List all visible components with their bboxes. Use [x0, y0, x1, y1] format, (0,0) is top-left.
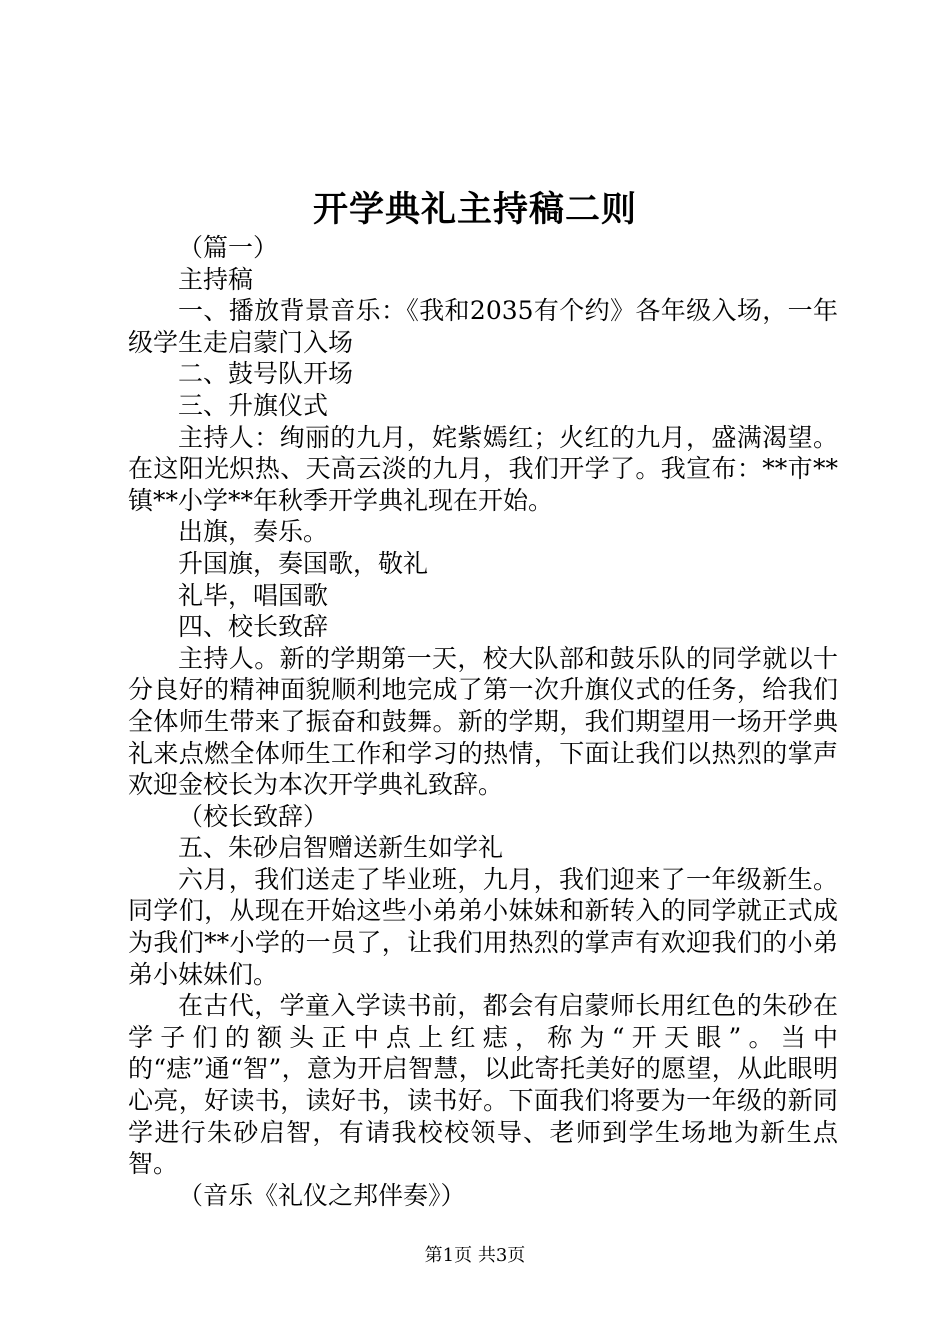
- paragraph-item-3: 三、升旗仪式: [178, 390, 329, 420]
- paragraph-item-1: 一、播放背景音乐：《我和2035有个约》各年级入场，一年级学生走启蒙门入场: [128, 296, 838, 357]
- paragraph-flag-raise: 升国旗，奏国歌，敬礼: [178, 548, 429, 578]
- paragraph-principal-speech: （校长致辞）: [178, 801, 329, 831]
- document-body: [128, 232, 838, 1211]
- paragraph-flag-out: 出旗，奏乐。: [178, 517, 329, 547]
- paragraph-heading: 主持稿: [178, 264, 254, 294]
- paragraph-anthem: 礼毕，唱国歌: [178, 580, 329, 610]
- paragraph-item-4: 四、校长致辞: [178, 612, 329, 642]
- paragraph-section-label: （篇一）: [178, 233, 279, 262]
- paragraph-music: （音乐《礼仪之邦伴奏》）: [178, 1180, 466, 1210]
- paragraph-cinnabar: 在古代，学童入学读书前，都会有启蒙师长用红色的朱砂在学子们的额头正中点上红痣，称为“开天眼”。当中的“痣”通“智”，意为开启智慧，以此寄托美好的愿望，从此眼明心亮，好读书，读好书，读书好。下面我们将要为一年级的新同学进行朱砂启智，有请我校校领导、老师到学生场地为新生点智。: [128, 991, 838, 1179]
- paragraph-welcome-freshmen: 六月，我们送走了毕业班，九月，我们迎来了一年级新生。同学们，从现在开始这些小弟弟小妹妹和新转入的同学就正式成为我们**小学的一员了，让我们用热烈的掌声有欢迎我们的小弟弟小妹妹们。: [128, 864, 838, 989]
- document-title: 开学典礼主持稿二则: [312, 189, 637, 230]
- paragraph-host-principal: 主持人。新的学期第一天，校大队部和鼓乐队的同学就以十分良好的精神面貌顺利地完成了第一次升旗仪式的任务，给我们全体师生带来了振奋和鼓舞。新的学期，我们期望用一场开学典礼来点燃全体师生工作和学习的热情，下面让我们以热烈的掌声欢迎金校长为本次开学典礼致辞。: [128, 643, 838, 800]
- paragraph-host-opening: 主持人：绚丽的九月，姹紫嫣红；火红的九月，盛满渴望。在这阳光炽热、天高云淡的九月，我们开学了。我宣布：**市**镇**小学**年秋季开学典礼现在开始。: [128, 422, 838, 515]
- page-footer: 第1页 共3页: [424, 1245, 526, 1266]
- paragraph-item-5: 五、朱砂启智赠送新生如学礼: [178, 833, 504, 863]
- paragraph-item-2: 二、鼓号队开场: [178, 359, 354, 389]
